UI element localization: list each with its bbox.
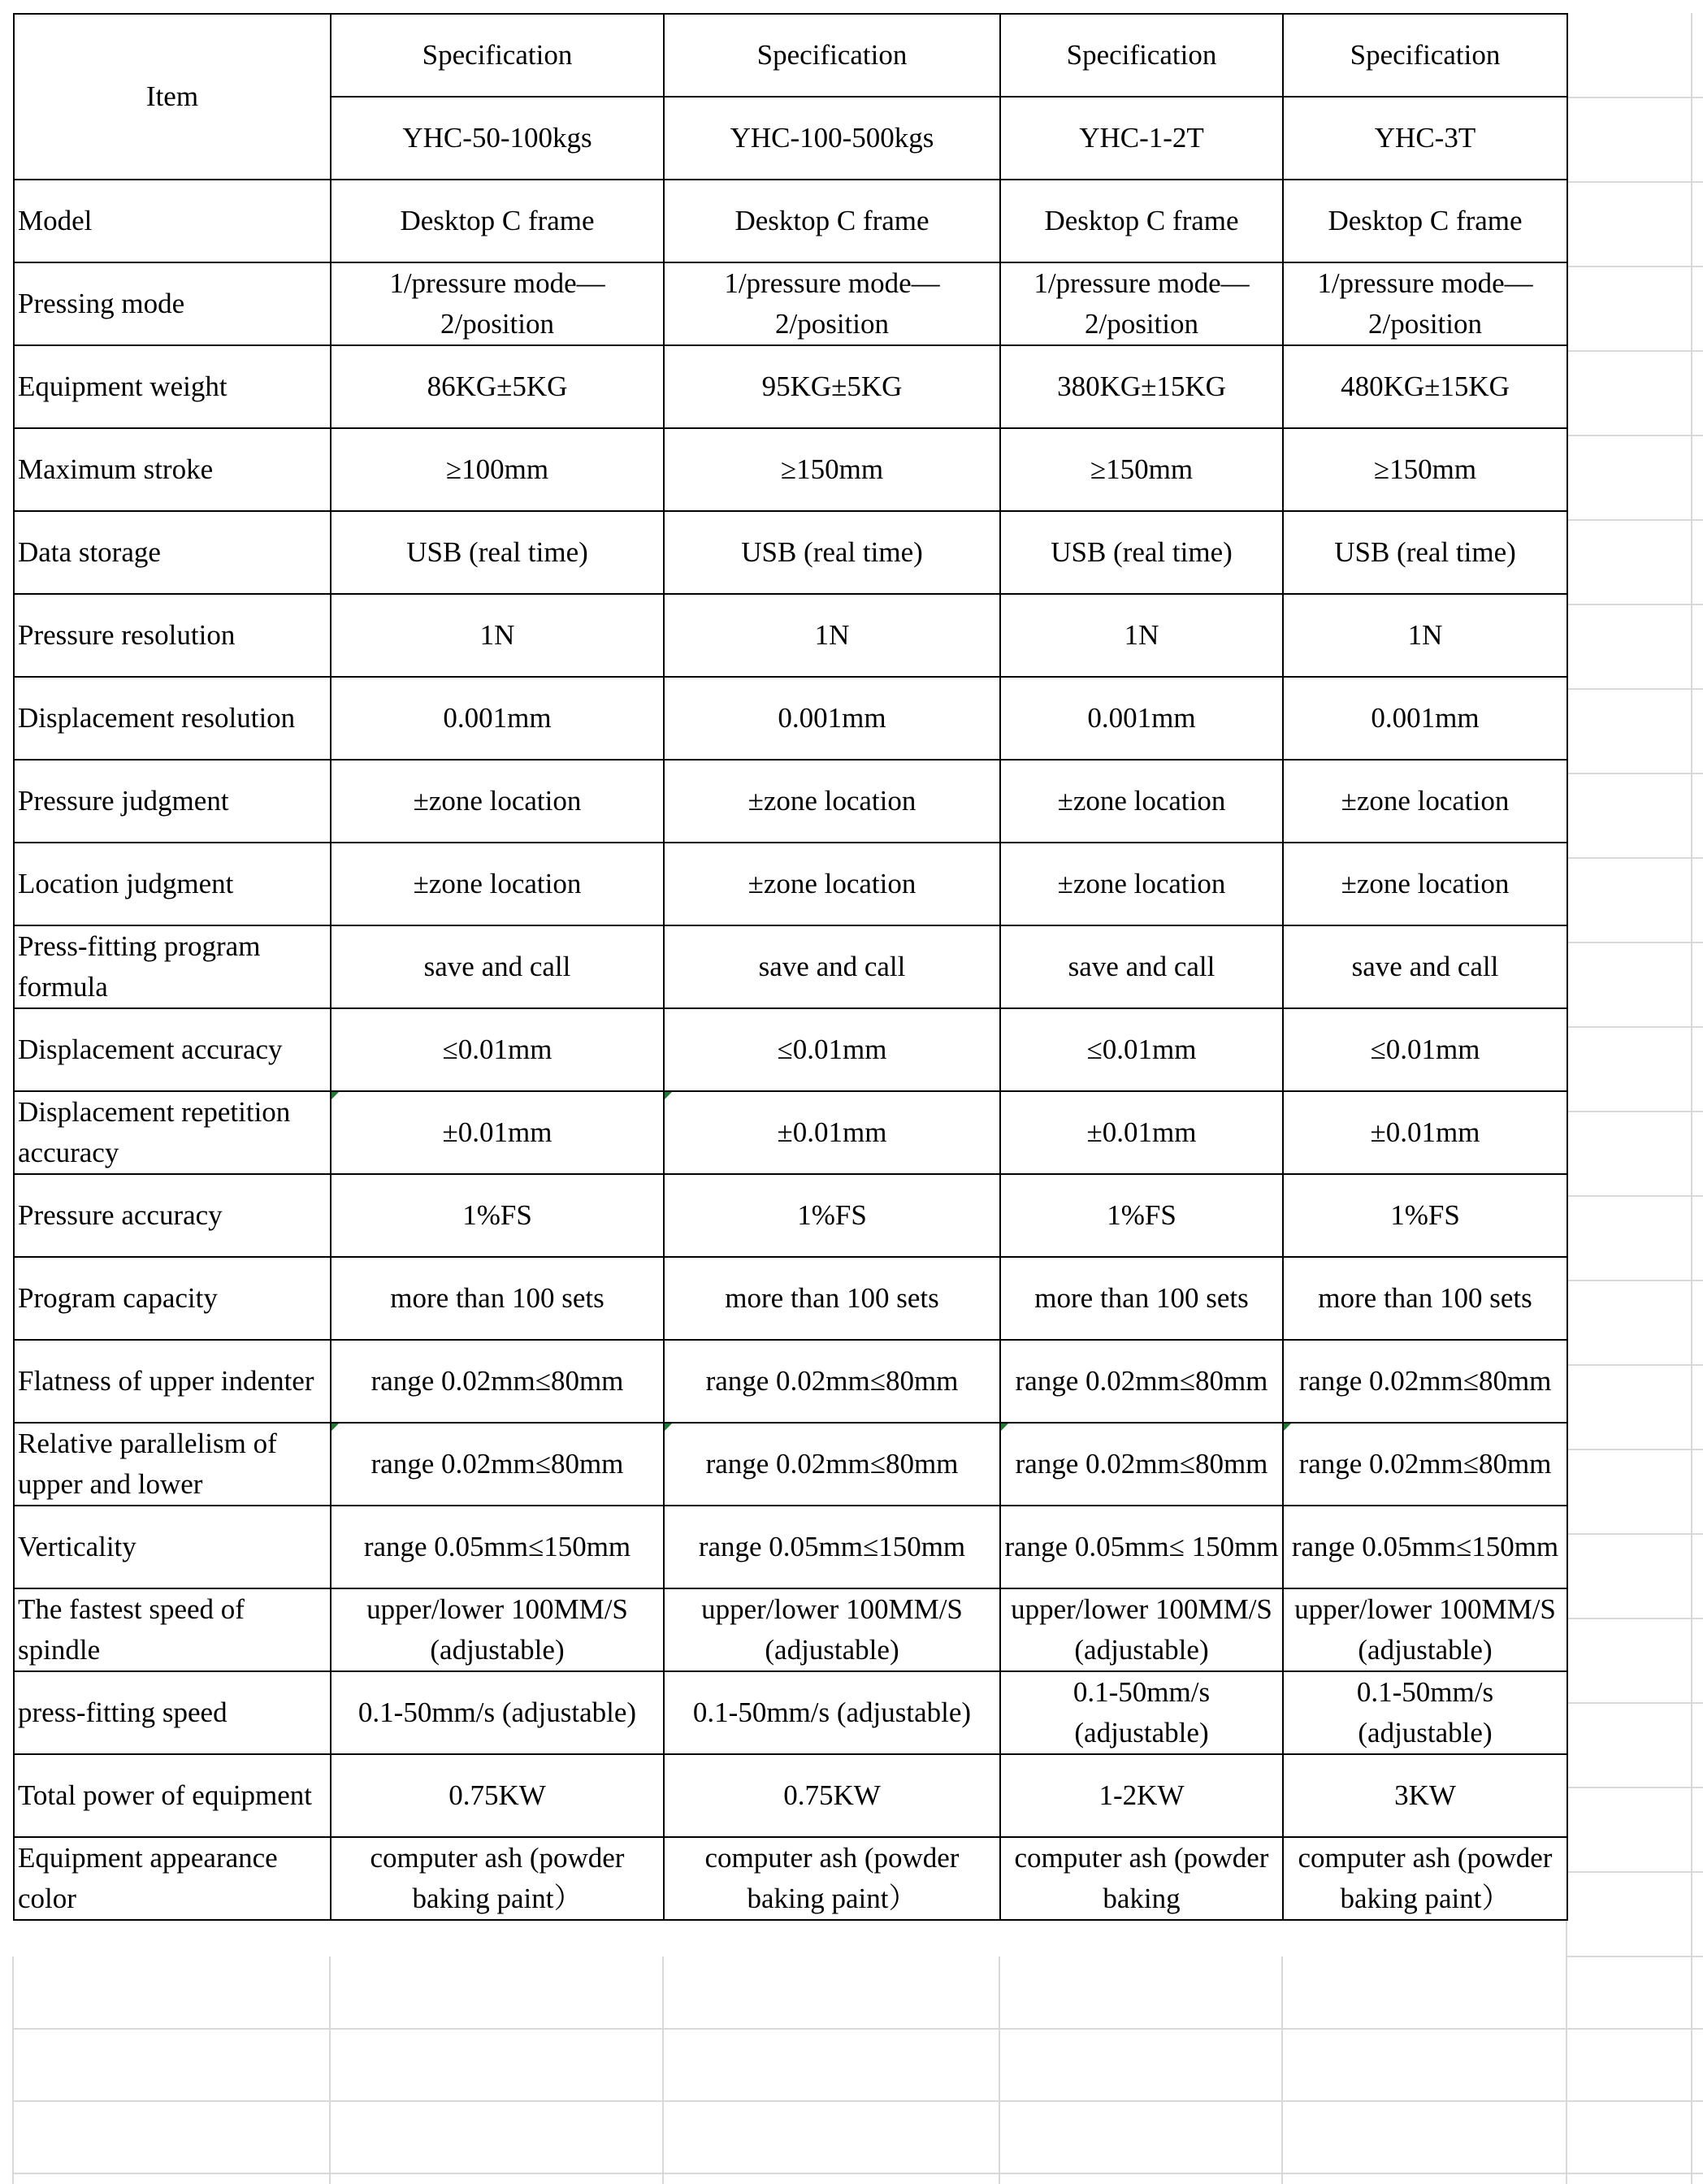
spec-value: range 0.02mm≤80mm: [705, 1448, 959, 1480]
spec-value-cell[interactable]: [1283, 1340, 1567, 1423]
spec-header-label: Specification: [1350, 39, 1501, 71]
spec-value: 1%FS: [1390, 1199, 1460, 1231]
spec-value-cell[interactable]: [1283, 1257, 1567, 1340]
spec-value: 380KG±15KG: [1057, 370, 1226, 402]
spec-value: 1N: [814, 619, 850, 651]
spec-value: range 0.02mm≤80mm: [705, 1365, 959, 1397]
spec-value: 1-2KW: [1098, 1779, 1185, 1811]
spec-value-cell[interactable]: [331, 180, 664, 262]
spec-value: computer ash (powder baking paint）: [704, 1842, 960, 1914]
spec-value-cell[interactable]: [664, 1174, 1000, 1257]
spec-value-cell[interactable]: [1000, 677, 1283, 760]
spec-value-cell[interactable]: [664, 428, 1000, 511]
spec-value-cell[interactable]: [1283, 180, 1567, 262]
spec-value-cell[interactable]: [664, 843, 1000, 925]
spec-value: 1%FS: [462, 1199, 532, 1231]
row-label: Verticality: [18, 1531, 136, 1562]
row-label: press-fitting speed: [18, 1696, 228, 1728]
spec-value: range 0.05mm≤150mm: [1291, 1531, 1559, 1562]
spec-value-cell[interactable]: [331, 1008, 664, 1091]
spec-value-cell[interactable]: [1000, 180, 1283, 262]
spec-value-cell[interactable]: [1283, 345, 1567, 428]
spec-value-cell[interactable]: [1000, 925, 1283, 1008]
spec-value-cell[interactable]: [331, 1506, 664, 1588]
spec-value-cell[interactable]: [1283, 1008, 1567, 1091]
spec-value-cell[interactable]: [1000, 1257, 1283, 1340]
table-row: [14, 760, 1567, 843]
spec-value: 0.001mm: [1371, 702, 1480, 734]
spec-value: 1N: [1407, 619, 1443, 651]
row-label: Pressure accuracy: [18, 1199, 223, 1231]
spec-value-cell[interactable]: [664, 1008, 1000, 1091]
spec-value: 1%FS: [797, 1199, 867, 1231]
spec-value: more than 100 sets: [725, 1282, 939, 1314]
comment-marker-icon[interactable]: [332, 1424, 339, 1431]
spec-value-cell[interactable]: [331, 345, 664, 428]
spec-value-cell[interactable]: [1000, 1671, 1283, 1754]
spec-value: 0.1-50mm/s (adjustable): [1356, 1676, 1494, 1748]
row-label: Data storage: [18, 536, 161, 568]
spec-value-cell[interactable]: [1283, 925, 1567, 1008]
spec-value: 1%FS: [1107, 1199, 1176, 1231]
header-item-cell[interactable]: [14, 14, 331, 180]
spec-value-cell[interactable]: [331, 1588, 664, 1671]
spec-value: range 0.02mm≤80mm: [1298, 1448, 1552, 1480]
spec-value-cell[interactable]: [331, 677, 664, 760]
spec-value-cell[interactable]: [1000, 843, 1283, 925]
model-name: YHC-50-100kgs: [402, 122, 592, 154]
spec-value: ±zone location: [1341, 785, 1510, 817]
cell-content: [1004, 1838, 1279, 1919]
row-label-cell[interactable]: [14, 1423, 331, 1506]
table-row: [14, 925, 1567, 1008]
spec-value: ≥150mm: [780, 453, 884, 485]
spec-value-cell[interactable]: [1283, 843, 1567, 925]
spec-value-cell[interactable]: [1283, 677, 1567, 760]
spec-value-cell[interactable]: [664, 1837, 1000, 1920]
spec-value: USB (real time): [741, 536, 923, 568]
spec-value-cell[interactable]: [1000, 345, 1283, 428]
comment-marker-icon[interactable]: [1284, 1424, 1291, 1431]
spec-header-cell[interactable]: [331, 14, 664, 97]
row-label: Displacement accuracy: [18, 1034, 283, 1065]
item-header-label: Item: [145, 80, 199, 112]
header-row-specification: [14, 14, 1567, 97]
spec-value: 0.1-50mm/s (adjustable): [692, 1696, 972, 1728]
spec-value-cell[interactable]: [1283, 1754, 1567, 1837]
table-row: [14, 594, 1567, 677]
spec-value-cell[interactable]: [331, 760, 664, 843]
model-header-cell[interactable]: [1000, 97, 1283, 180]
spec-value-cell[interactable]: [1000, 428, 1283, 511]
table-row: [14, 677, 1567, 760]
spec-value-cell[interactable]: [664, 594, 1000, 677]
spec-value: ±0.01mm: [442, 1116, 552, 1148]
row-label-cell[interactable]: [14, 511, 331, 594]
spec-value: USB (real time): [1334, 536, 1516, 568]
spec-value: ≤0.01mm: [1370, 1034, 1480, 1065]
spec-value-cell[interactable]: [1000, 1174, 1283, 1257]
spec-value: range 0.02mm≤80mm: [370, 1365, 624, 1397]
row-label-cell[interactable]: [14, 345, 331, 428]
table-row: [14, 1008, 1567, 1091]
row-label: Equipment weight: [18, 370, 228, 402]
spec-value: ±zone location: [413, 785, 582, 817]
spec-value: 480KG±15KG: [1341, 370, 1510, 402]
spec-value-cell[interactable]: [664, 1506, 1000, 1588]
spec-value-cell[interactable]: [664, 180, 1000, 262]
table-row: [14, 1837, 1567, 1920]
specification-table: [13, 13, 1568, 1921]
spec-value: range 0.02mm≤80mm: [1015, 1365, 1268, 1397]
spec-value-cell[interactable]: [1283, 262, 1567, 345]
row-label-cell[interactable]: [14, 1671, 331, 1754]
table-row: [14, 1588, 1567, 1671]
spec-value: 3KW: [1394, 1779, 1456, 1811]
spec-value: ±zone location: [413, 868, 582, 899]
table-row: [14, 511, 1567, 594]
spec-value-cell[interactable]: [664, 677, 1000, 760]
spec-value-cell[interactable]: [664, 1754, 1000, 1837]
spec-value-cell[interactable]: [331, 1423, 664, 1506]
spec-value: Desktop C frame: [1044, 205, 1239, 236]
spec-value: ≥100mm: [445, 453, 549, 485]
spec-value-cell[interactable]: [331, 1091, 664, 1174]
table-row: [14, 1174, 1567, 1257]
spec-value: upper/lower 100MM/S (adjustable): [1294, 1593, 1556, 1666]
model-header-cell[interactable]: [331, 97, 664, 180]
table-row: [14, 1091, 1567, 1174]
spec-value: range 0.02mm≤80mm: [370, 1448, 624, 1480]
spec-value: ±zone location: [748, 785, 916, 817]
spec-value-cell[interactable]: [331, 1671, 664, 1754]
spec-value-cell[interactable]: [1283, 1506, 1567, 1588]
spec-value: Desktop C frame: [734, 205, 930, 236]
spec-value-cell[interactable]: [1000, 1588, 1283, 1671]
spec-value-cell[interactable]: [331, 1174, 664, 1257]
row-label-cell[interactable]: [14, 843, 331, 925]
row-label-cell[interactable]: [14, 925, 331, 1008]
spec-value-cell[interactable]: [664, 511, 1000, 594]
table-row: [14, 428, 1567, 511]
spec-value: computer ash (powder baking: [1014, 1842, 1269, 1914]
spec-value-cell[interactable]: [664, 1257, 1000, 1340]
row-label: Equipment appearance color: [18, 1842, 278, 1914]
row-label-cell[interactable]: [14, 1174, 331, 1257]
row-label: Relative parallelism of upper and lower: [18, 1428, 277, 1500]
spec-value-cell[interactable]: [1000, 1423, 1283, 1506]
spec-value-cell[interactable]: [1283, 1837, 1567, 1920]
table-row: [14, 1257, 1567, 1340]
table-row: [14, 1506, 1567, 1588]
row-label: Pressure resolution: [18, 619, 236, 651]
row-label-cell[interactable]: [14, 594, 331, 677]
spec-value: save and call: [1068, 951, 1216, 982]
spec-value-cell[interactable]: [1283, 1588, 1567, 1671]
row-label: Press-fitting program formula: [18, 930, 261, 1003]
spec-header-label: Specification: [756, 39, 908, 71]
spec-value-cell[interactable]: [664, 925, 1000, 1008]
spec-value-cell[interactable]: [1000, 1091, 1283, 1174]
spec-value: range 0.02mm≤80mm: [1015, 1448, 1268, 1480]
row-label-cell[interactable]: [14, 1754, 331, 1837]
spec-value-cell[interactable]: [1000, 511, 1283, 594]
table-row: [14, 843, 1567, 925]
spec-value: ≤0.01mm: [442, 1034, 552, 1065]
spec-value: 1/pressure mode—2/position: [389, 267, 605, 340]
table-row: [14, 1754, 1567, 1837]
spec-header-cell[interactable]: [1283, 14, 1567, 97]
row-label-cell[interactable]: [14, 262, 331, 345]
spec-value-cell[interactable]: [664, 262, 1000, 345]
spec-value: more than 100 sets: [1034, 1282, 1249, 1314]
spec-value-cell[interactable]: [664, 345, 1000, 428]
spec-value: USB (real time): [406, 536, 588, 568]
spec-value-cell[interactable]: [1283, 594, 1567, 677]
model-name: YHC-100-500kgs: [730, 122, 934, 154]
spec-header-cell[interactable]: [1000, 14, 1283, 97]
spec-value: range 0.05mm≤ 150mm: [1004, 1531, 1279, 1562]
spec-value: Desktop C frame: [1328, 205, 1523, 236]
comment-marker-icon[interactable]: [1001, 1424, 1008, 1431]
spec-value: range 0.05mm≤150mm: [363, 1531, 631, 1562]
spec-value-cell[interactable]: [1000, 760, 1283, 843]
row-label: Program capacity: [18, 1282, 218, 1314]
spec-value-cell[interactable]: [1000, 1506, 1283, 1588]
spec-value-cell[interactable]: [1000, 262, 1283, 345]
spec-value: Desktop C frame: [400, 205, 595, 236]
spec-value: upper/lower 100MM/S (adjustable): [701, 1593, 963, 1666]
spec-value-cell[interactable]: [664, 1340, 1000, 1423]
spec-value: upper/lower 100MM/S (adjustable): [1011, 1593, 1272, 1666]
spec-header-label: Specification: [422, 39, 573, 71]
spec-value: ±0.01mm: [777, 1116, 887, 1148]
row-label: Maximum stroke: [18, 453, 214, 485]
spec-value-cell[interactable]: [331, 1257, 664, 1340]
spec-value-cell[interactable]: [1283, 760, 1567, 843]
table-row: [14, 180, 1567, 262]
spec-value-cell[interactable]: [664, 1423, 1000, 1506]
spec-value-cell[interactable]: [331, 843, 664, 925]
spec-value: 1N: [1124, 619, 1159, 651]
spec-value-cell[interactable]: [1283, 428, 1567, 511]
spec-value: 0.1-50mm/s (adjustable): [358, 1696, 637, 1728]
spec-value: range 0.05mm≤150mm: [698, 1531, 966, 1562]
comment-marker-icon[interactable]: [665, 1092, 672, 1099]
spec-value: 1/pressure mode—2/position: [1034, 267, 1250, 340]
table-row: [14, 1423, 1567, 1506]
spec-value: 1N: [479, 619, 515, 651]
model-name: YHC-3T: [1374, 122, 1476, 154]
spec-value-cell[interactable]: [664, 760, 1000, 843]
spec-value-cell[interactable]: [331, 925, 664, 1008]
row-label-cell[interactable]: [14, 1091, 331, 1174]
row-label-cell[interactable]: [14, 428, 331, 511]
spec-value: 0.1-50mm/s (adjustable): [1072, 1676, 1211, 1748]
spec-value: ±0.01mm: [1086, 1116, 1197, 1148]
spec-value-cell[interactable]: [1283, 1091, 1567, 1174]
spec-value-cell[interactable]: [664, 1671, 1000, 1754]
row-label-cell[interactable]: [14, 1588, 331, 1671]
spec-value: USB (real time): [1051, 536, 1233, 568]
spec-value: 95KG±5KG: [761, 370, 903, 402]
spec-value-cell[interactable]: [1000, 594, 1283, 677]
spec-value-cell[interactable]: [331, 594, 664, 677]
spec-value-cell[interactable]: [331, 428, 664, 511]
row-label: Location judgment: [18, 868, 234, 899]
row-label: Displacement repetition accuracy: [18, 1096, 291, 1168]
spec-value: ±zone location: [1057, 868, 1226, 899]
spec-value: ≤0.01mm: [777, 1034, 887, 1065]
spec-value: 1/pressure mode—2/position: [724, 267, 940, 340]
row-label: Total power of equipment: [18, 1779, 313, 1811]
row-label-cell[interactable]: [14, 1257, 331, 1340]
spec-value-cell[interactable]: [1283, 1671, 1567, 1754]
cell-content: [668, 1838, 996, 1919]
table-row: [14, 1671, 1567, 1754]
spec-value: save and call: [758, 951, 906, 982]
spec-value-cell[interactable]: [331, 1754, 664, 1837]
row-label: Displacement resolution: [18, 702, 296, 734]
spec-value: ±zone location: [1057, 785, 1226, 817]
spec-value: ±zone location: [748, 868, 916, 899]
spec-value-cell[interactable]: [1000, 1340, 1283, 1423]
spec-value: 0.001mm: [1087, 702, 1196, 734]
spec-value-cell[interactable]: [331, 262, 664, 345]
spec-value-cell[interactable]: [1283, 511, 1567, 594]
model-name: YHC-1-2T: [1079, 122, 1204, 154]
row-label: Flatness of upper indenter: [18, 1365, 314, 1397]
spec-value: ±0.01mm: [1370, 1116, 1480, 1148]
spec-value: save and call: [1351, 951, 1499, 982]
spec-value: ≤0.01mm: [1086, 1034, 1197, 1065]
spec-value: more than 100 sets: [390, 1282, 604, 1314]
spec-value-cell[interactable]: [1283, 1423, 1567, 1506]
spec-value: save and call: [423, 951, 571, 982]
row-label-cell[interactable]: [14, 1837, 331, 1920]
comment-marker-icon[interactable]: [332, 1092, 339, 1099]
spec-header-label: Specification: [1066, 39, 1217, 71]
cell-content: [1287, 1838, 1563, 1919]
spec-value: more than 100 sets: [1318, 1282, 1532, 1314]
row-label-cell[interactable]: [14, 180, 331, 262]
row-label: Pressure judgment: [18, 785, 229, 817]
spec-value: 0.75KW: [783, 1779, 881, 1811]
spec-value: 0.001mm: [443, 702, 552, 734]
spec-value: range 0.02mm≤80mm: [1298, 1365, 1552, 1397]
row-label: Pressing mode: [18, 288, 185, 319]
spec-value: ≥150mm: [1373, 453, 1477, 485]
spec-value: upper/lower 100MM/S (adjustable): [366, 1593, 628, 1666]
spec-value: 1/pressure mode—2/position: [1317, 267, 1533, 340]
spec-value-cell[interactable]: [331, 511, 664, 594]
spec-value: computer ash (powder baking paint）: [370, 1842, 625, 1914]
spec-value: ±zone location: [1341, 868, 1510, 899]
spec-header-cell[interactable]: [664, 14, 1000, 97]
spec-value-cell[interactable]: [1283, 1174, 1567, 1257]
model-header-cell[interactable]: [664, 97, 1000, 180]
model-header-cell[interactable]: [1283, 97, 1567, 180]
spec-value: 0.001mm: [778, 702, 886, 734]
cell-content: [335, 1838, 660, 1919]
spec-value-cell[interactable]: [664, 1588, 1000, 1671]
table-row: [14, 262, 1567, 345]
spec-value-cell[interactable]: [331, 1340, 664, 1423]
spec-value-cell[interactable]: [1000, 1754, 1283, 1837]
spec-value-cell[interactable]: [664, 1091, 1000, 1174]
row-label: Model: [18, 205, 93, 236]
spec-value: 86KG±5KG: [427, 370, 568, 402]
spec-value: computer ash (powder baking paint）: [1298, 1842, 1553, 1914]
row-label-cell[interactable]: [14, 1008, 331, 1091]
spec-value-cell[interactable]: [331, 1837, 664, 1920]
spec-value: ≥150mm: [1090, 453, 1194, 485]
spec-value: 0.75KW: [448, 1779, 546, 1811]
row-label-cell[interactable]: [14, 760, 331, 843]
comment-marker-icon[interactable]: [665, 1424, 672, 1431]
spec-value-cell[interactable]: [1000, 1837, 1283, 1920]
spec-value-cell[interactable]: [1000, 1008, 1283, 1091]
row-label-cell[interactable]: [14, 677, 331, 760]
table-row: [14, 1340, 1567, 1423]
row-label: The fastest speed of spindle: [18, 1593, 245, 1666]
row-label-cell[interactable]: [14, 1506, 331, 1588]
row-label-cell[interactable]: [14, 1340, 331, 1423]
table-row: [14, 345, 1567, 428]
